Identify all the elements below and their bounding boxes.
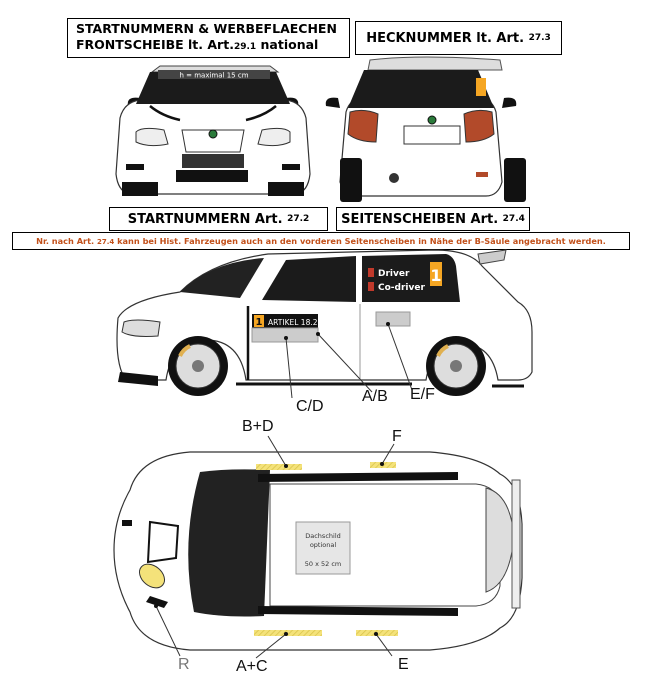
side-window-title: SEITENSCHEIBEN Art. 27.4 [336, 207, 530, 231]
callout-r: R [178, 656, 190, 673]
front-title-line1: STARTNUMMERN & WERBEFLAECHEN [76, 21, 337, 36]
side-rear-window [362, 254, 460, 302]
rear-window [348, 70, 494, 108]
door-number: 1 [255, 317, 263, 328]
top-view-car [114, 452, 522, 650]
strip-top-front [256, 464, 302, 470]
callout-ac: A+C [236, 658, 268, 675]
window-number: 1 [430, 266, 442, 285]
callout-f: F [392, 428, 402, 445]
door-ad-area [252, 328, 318, 342]
start-number-title: STARTNUMMERN Art. 27.2 [109, 207, 328, 231]
roof-sign-line2: optional [309, 541, 337, 549]
top-windshield [188, 469, 270, 616]
side-view-car [117, 250, 532, 396]
callout-ef: E/F [410, 386, 435, 403]
callout-e: E [398, 656, 409, 673]
front-title-line2: FRONTSCHEIBE lt. Art.29.1 national [76, 37, 319, 52]
driver-label: Driver [378, 269, 410, 279]
roof-sign-line1: Dachschild [305, 532, 341, 540]
rear-number-title: HECKNUMMER lt. Art. 27.3 [355, 21, 562, 55]
door-text: ARTIKEL 18.2 [268, 318, 318, 327]
windshield-band-text: h = maximal 15 cm [179, 71, 249, 80]
codriver-label: Co-driver [378, 283, 425, 293]
front-view-car [116, 66, 310, 196]
callout-ab: A/B [362, 388, 388, 405]
rear-view-car [326, 57, 526, 202]
roof-sign-size: 50 x 52 cm [304, 560, 342, 568]
rear-number-plate [476, 78, 486, 96]
callout-bd: B+D [242, 418, 274, 435]
callout-cd: C/D [296, 398, 324, 415]
rear-door-ad-area [376, 312, 410, 326]
strip-bottom-front [254, 630, 322, 636]
historic-vehicle-note: Nr. nach Art. 27.4 kann bei Hist. Fahrzeugen auch an den vorderen Seitenscheiben in Nähe der B-Säule angebracht werden. [12, 232, 630, 250]
